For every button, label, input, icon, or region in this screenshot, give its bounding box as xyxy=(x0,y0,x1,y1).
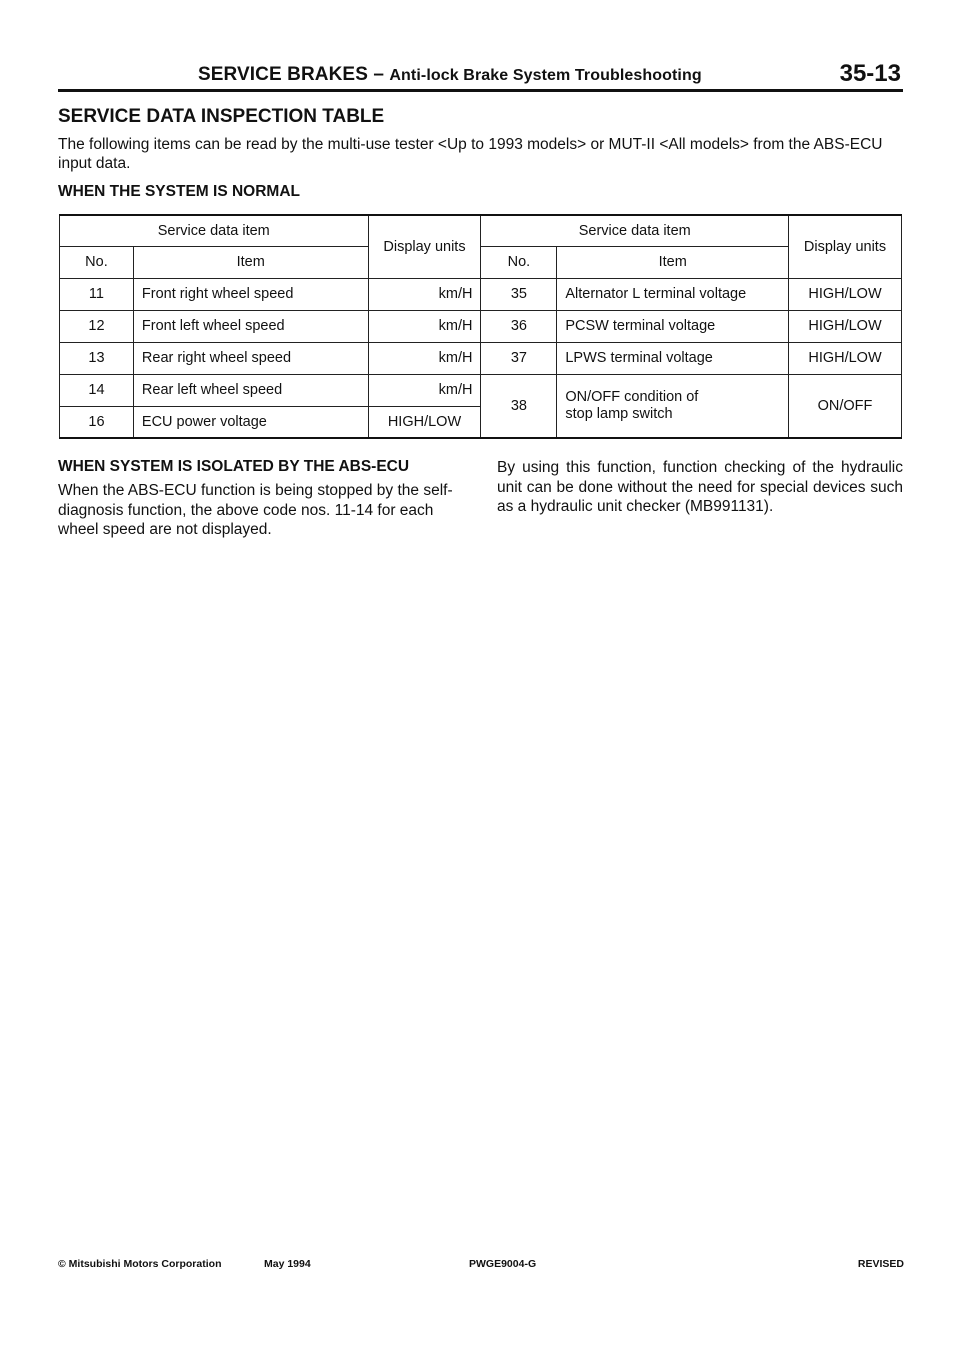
row-no: 12 xyxy=(60,310,134,342)
row-no: 36 xyxy=(481,310,557,342)
row-no: 35 xyxy=(481,278,557,310)
row-item-line: ON/OFF condition of xyxy=(565,388,699,405)
row-item: Rear left wheel speed xyxy=(133,374,368,406)
row-units: HIGH/LOW xyxy=(789,342,902,374)
footer-status: REVISED xyxy=(857,1258,904,1270)
left-units-header: Display units xyxy=(368,215,481,278)
row-item: Rear right wheel speed xyxy=(133,342,368,374)
left-no-header: No. xyxy=(60,246,134,278)
isolated-paragraph: When the ABS-ECU function is being stopped by the self-diagnosis function, the above code nos. 11-14 for each wheel speed are not displayed. xyxy=(58,482,453,538)
left-item-header: Item xyxy=(133,246,368,278)
row-item: Alternator L terminal voltage xyxy=(557,278,789,310)
page-number: 35-13 xyxy=(839,60,901,87)
header-title xyxy=(198,64,702,86)
table-row xyxy=(60,310,902,342)
row-item: PCSW terminal voltage xyxy=(557,310,789,342)
header-title-sub: Anti-lock Brake System Troubleshooting xyxy=(389,67,702,84)
row-item: Front left wheel speed xyxy=(133,310,368,342)
row-units: km/H xyxy=(368,278,481,310)
left-group-header: Service data item xyxy=(60,215,369,246)
function-paragraph: By using this function, function checking of the hydraulic unit can be done without the need for special devices such as a hydraulic unit checker (MB991131). xyxy=(497,459,903,515)
row-units: km/H xyxy=(368,310,481,342)
row-no: 37 xyxy=(481,342,557,374)
table-subheader-row xyxy=(60,246,902,278)
isolated-heading: WHEN SYSTEM IS ISOLATED BY THE ABS-ECU xyxy=(58,458,410,475)
row-units: ON/OFF xyxy=(789,374,902,438)
row-item-line: stop lamp switch xyxy=(565,405,673,422)
page-header xyxy=(58,58,903,92)
row-no: 11 xyxy=(60,278,134,310)
table-row xyxy=(60,342,902,374)
row-no: 14 xyxy=(60,374,134,406)
right-group-header: Service data item xyxy=(481,215,789,246)
intro-paragraph: The following items can be read by the multi-use tester <Up to 1993 models> or MUT-II <All models> from the ABS-ECU input data. xyxy=(58,136,883,172)
row-units: HIGH/LOW xyxy=(789,310,902,342)
row-item: Front right wheel speed xyxy=(133,278,368,310)
row-units: km/H xyxy=(368,374,481,406)
row-item: LPWS terminal voltage xyxy=(557,342,789,374)
footer-code: PWGE9004-G xyxy=(469,1258,537,1270)
footer-copyright: © Mitsubishi Motors Corporation xyxy=(58,1258,222,1270)
row-no: 16 xyxy=(60,406,134,438)
row-no: 13 xyxy=(60,342,134,374)
header-title-main: SERVICE BRAKES – xyxy=(198,64,390,85)
footer-date: May 1994 xyxy=(264,1258,311,1270)
service-data-table xyxy=(59,214,902,439)
row-units: HIGH/LOW xyxy=(368,406,481,438)
table-row xyxy=(60,374,902,406)
row-item-multiline xyxy=(557,374,789,438)
row-item: ECU power voltage xyxy=(133,406,368,438)
right-no-header: No. xyxy=(481,246,557,278)
right-item-header: Item xyxy=(557,246,789,278)
row-no: 38 xyxy=(481,374,557,438)
section-title: SERVICE DATA INSPECTION TABLE xyxy=(58,106,385,127)
table-row xyxy=(60,278,902,310)
normal-heading: WHEN THE SYSTEM IS NORMAL xyxy=(58,183,300,200)
row-units: HIGH/LOW xyxy=(789,278,902,310)
right-units-header: Display units xyxy=(789,215,902,278)
table-header-row xyxy=(60,215,902,246)
row-units: km/H xyxy=(368,342,481,374)
